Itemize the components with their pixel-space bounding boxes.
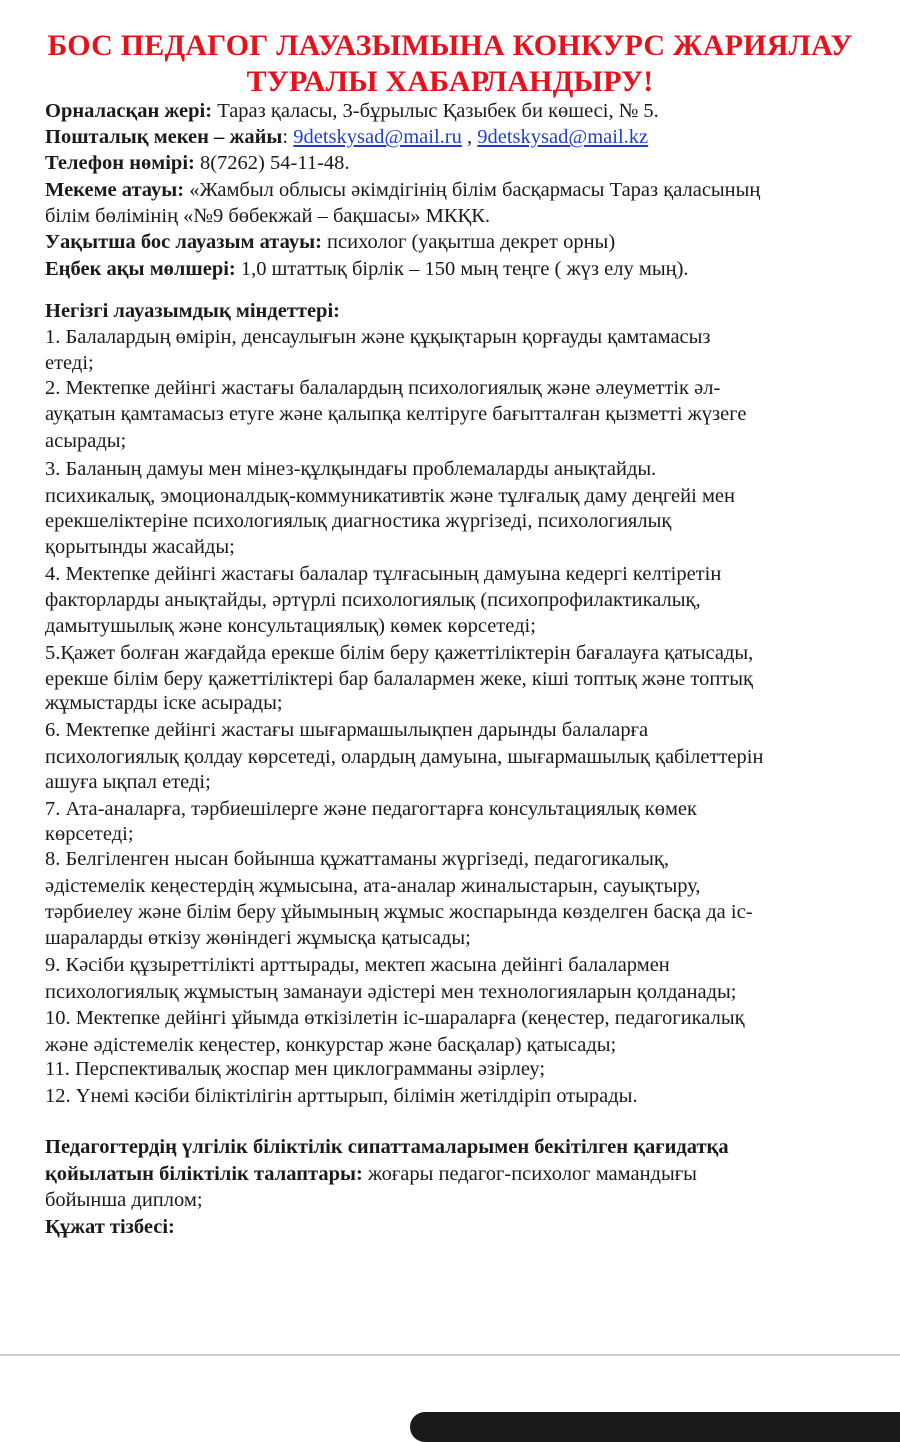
duty-line: психикалық, эмоционалдық-коммуникативтік және тұлғалық даму деңгейі мен xyxy=(45,485,735,507)
bottom-bar xyxy=(0,1354,900,1418)
requirements-label-line-1: Педагогтердің үлгілік біліктілік сипаттамаларымен бекітілген қағидатқа xyxy=(45,1136,729,1158)
duty-line: ерекше білім беру қажеттіліктері бар балалармен жеке, кіші топтық және топтық xyxy=(45,668,753,690)
duty-line: 10. Мектепке дейінгі ұйымда өткізілетін іс-шараларға (кеңестер, педагогикалық xyxy=(45,1007,745,1029)
vacancy-label: Уақытша бос лауазым атауы: xyxy=(45,231,322,253)
duty-line: көрсетеді; xyxy=(45,823,134,845)
documents-heading: Құжат тізбесі: xyxy=(45,1216,175,1238)
email-separator: , xyxy=(461,126,478,148)
phone-label: Телефон нөмірі: xyxy=(45,152,195,174)
duty-line: жұмыстарды іске асырады; xyxy=(45,692,283,714)
phone-value: 8(7262) 54-11-48. xyxy=(194,152,350,174)
duty-line: 3. Баланың дамуы мен мінез-құлқындағы проблемаларды анықтайды. xyxy=(45,458,657,480)
organization-row xyxy=(45,177,760,203)
email-link-mail-ru[interactable]: 9detskysad@mail.ru xyxy=(293,126,462,148)
duties-heading: Негізгі лауазымдық міндеттері: xyxy=(45,300,340,322)
phone-row xyxy=(45,150,350,176)
organization-value-line-1: «Жамбыл облысы әкімдігінің білім басқармасы Тараз қаласының xyxy=(184,179,761,201)
duty-line: 5.Қажет болған жағдайда ерекше білім беру қажеттіліктерін бағалауға қатысады, xyxy=(45,642,754,664)
duty-line: психологиялық қолдау көрсетеді, олардың дамуына, шығармашылық қабілеттерін xyxy=(45,746,764,768)
duty-line: ашуға ықпал етеді; xyxy=(45,771,211,793)
announcement-title-line-1: БОС ПЕДАГОГ ЛАУАЗЫМЫНА КОНКУРС ЖАРИЯЛАУ xyxy=(47,29,853,62)
requirements-value: жоғары педагог-психолог мамандығы xyxy=(362,1163,697,1185)
duty-line: тәрбиелеу және білім беру ұйымының жұмыс жоспарында көзделген басқа да іс- xyxy=(45,901,753,923)
duty-line: ерекшеліктеріне психологиялық диагностика жүргізеді, психологиялық xyxy=(45,510,672,532)
duty-line: қорытынды жасайды; xyxy=(45,536,235,558)
organization-label: Мекеме атауы: xyxy=(45,179,185,201)
vacancy-row xyxy=(45,229,615,255)
postal-row xyxy=(45,124,648,150)
duty-line: 12. Үнемі кәсіби біліктілігін арттырып, білімін жетілдіріп отырады. xyxy=(45,1085,638,1107)
salary-row xyxy=(45,256,689,282)
location-row xyxy=(45,98,659,124)
location-label: Орналасқан жері: xyxy=(45,100,213,122)
duty-line: 8. Белгіленген нысан бойынша құжаттаманы жүргізеді, педагогикалық, xyxy=(45,848,669,870)
duty-line: 11. Перспективалық жоспар мен циклограмманы әзірлеу; xyxy=(45,1058,546,1080)
duty-line: 9. Кәсіби құзыреттілікті арттырады, мектеп жасына дейінгі балалармен xyxy=(45,954,670,976)
duty-line: дамытушылық және консультациялық) көмек көрсетеді; xyxy=(45,615,536,637)
announcement-title-line-2: ТУРАЛЫ ХАБАРЛАНДЫРУ! xyxy=(246,65,654,98)
requirements-label-line-2: қойылатын біліктілік талаптары: xyxy=(45,1163,363,1185)
postal-label: Пошталық мекен – жайы xyxy=(45,126,283,148)
duty-line: асырады; xyxy=(45,430,127,452)
duty-line: 7. Ата-аналарға, тәрбиешілерге және педагогтарға консультациялық көмек xyxy=(45,798,697,820)
duty-line: 6. Мектепке дейінгі жастағы шығармашылықпен дарынды балаларға xyxy=(45,719,649,741)
postal-separator: : xyxy=(282,126,294,148)
duty-line: ауқатын қамтамасыз етуге және қалыпқа келтіруге бағытталған қызметті жүзеге xyxy=(45,403,747,425)
requirements-value-line-3: бойынша диплом; xyxy=(45,1189,203,1211)
salary-value: 1,0 штаттық бірлік – 150 мың теңге ( жүз елу мың). xyxy=(235,258,689,280)
duty-line: әдістемелік кеңестердің жұмысына, ата-аналар жиналыстарын, сауықтыру, xyxy=(45,875,701,897)
duty-line: психологиялық жұмыстың заманауи әдістері мен технологияларын қолданады; xyxy=(45,981,737,1003)
location-value: Тараз қаласы, 3-бұрылыс Қазыбек би көшесі, № 5. xyxy=(212,100,659,122)
bottom-input-pill[interactable] xyxy=(410,1412,900,1442)
duty-line: 2. Мектепке дейінгі жастағы балалардың психологиялық және әлеуметтік әл- xyxy=(45,377,721,399)
duty-line: 4. Мектепке дейінгі жастағы балалар тұлғасының дамуына кедергі келтіретін xyxy=(45,563,722,585)
salary-label: Еңбек ақы мөлшері: xyxy=(45,258,236,280)
requirements-row xyxy=(45,1161,697,1187)
duty-line: және әдістемелік кеңестер, конкурстар және басқалар) қатысады; xyxy=(45,1034,617,1056)
organization-value-line-2: білім бөлімінің «№9 бөбекжай – бақшасы» МКҚК. xyxy=(45,205,490,227)
vacancy-value: психолог (уақытша декрет орны) xyxy=(321,231,616,253)
duty-line: етеді; xyxy=(45,352,94,374)
email-link-mail-kz[interactable]: 9detskysad@mail.kz xyxy=(477,126,649,148)
duty-line: 1. Балалардың өмірін, денсаулығын және құқықтарын қорғауды қамтамасыз xyxy=(45,326,711,348)
duty-line: факторларды анықтайды, әртүрлі психологиялық (психопрофилактикалық, xyxy=(45,589,701,611)
duty-line: шараларды өткізу жөніндегі жұмысқа қатысады; xyxy=(45,927,471,949)
